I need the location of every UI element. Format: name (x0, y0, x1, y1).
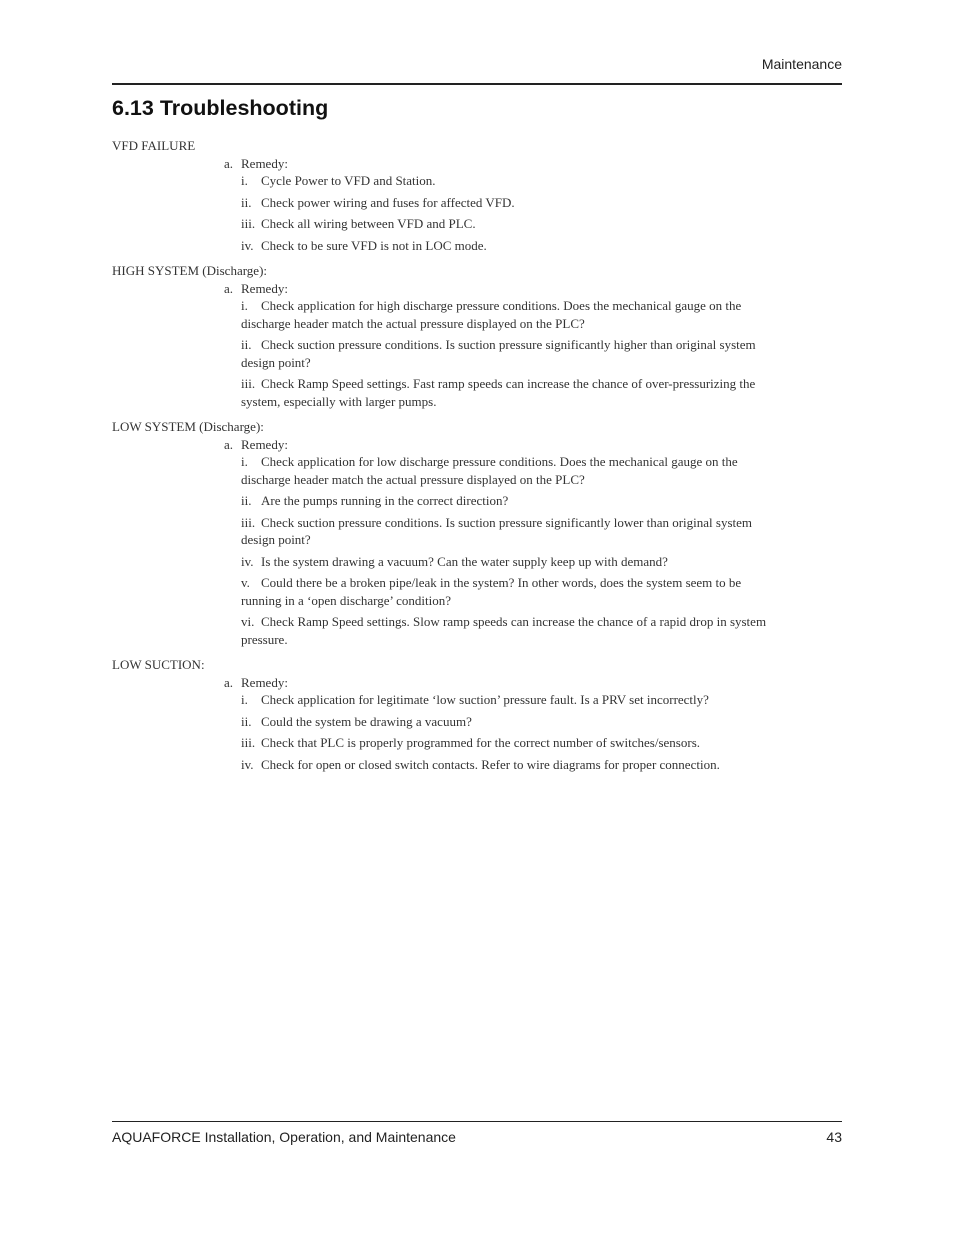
remedy-item (241, 553, 782, 571)
item-text: Cycle Power to VFD and Station. (261, 173, 436, 188)
remedy-item (241, 713, 782, 731)
remedy-label: Remedy: (241, 280, 288, 296)
remedy-item (241, 574, 782, 609)
item-number: iii. (241, 514, 256, 530)
item-number: iv. (241, 237, 254, 253)
item-text: Check application for high discharge pressure conditions. Does the mechanical gauge on the discharge header match the actual pressure displayed on the PLC? (241, 298, 742, 331)
item-text: Are the pumps running in the correct direction? (261, 493, 509, 508)
item-text: Could there be a broken pipe/leak in the system? In other words, does the system seem to be running in a ‘open discharge’ condition? (241, 575, 742, 608)
item-text: Check Ramp Speed settings. Slow ramp speeds can increase the chance of a rapid drop in system pressure. (241, 614, 767, 647)
item-number: i. (241, 298, 248, 313)
item-text: Check application for low discharge pressure conditions. Does the mechanical gauge on the discharge header match the actual pressure displayed on the PLC? (241, 454, 738, 487)
remedy-item (241, 194, 782, 212)
item-text: Check application for legitimate ‘low suction’ pressure fault. Is a PRV set incorrectly? (261, 692, 709, 707)
remedy-item (241, 172, 782, 190)
item-number: ii. (241, 194, 252, 210)
item-number: iv. (241, 756, 254, 772)
remedy-heading (224, 436, 782, 454)
item-text: Check all wiring between VFD and PLC. (261, 216, 476, 231)
item-number: v. (241, 575, 250, 590)
item-number: iii. (241, 216, 256, 231)
remedy-item (241, 514, 782, 549)
item-number: iii. (241, 735, 256, 750)
item-text: Is the system drawing a vacuum? Can the water supply keep up with demand? (261, 553, 668, 569)
remedy-marker: a. (224, 674, 234, 690)
item-number: i. (241, 454, 248, 469)
remedy-marker: a. (224, 280, 234, 296)
item-number: iii. (241, 376, 256, 391)
section-title: 6.13 Troubleshooting (112, 96, 329, 120)
item-number: ii. (241, 493, 252, 508)
remedy-item (241, 613, 782, 648)
item-number: i. (241, 692, 248, 707)
fault-block-low-suction (112, 656, 782, 773)
remedy-marker: a. (224, 155, 234, 171)
remedy-heading (224, 674, 782, 692)
remedy-label: Remedy: (241, 674, 288, 690)
remedy-heading (224, 280, 782, 298)
remedy-marker: a. (224, 436, 234, 452)
item-text: Check suction pressure conditions. Is suction pressure significantly lower than original system design point? (241, 514, 753, 547)
remedy-heading (224, 155, 782, 173)
page-number: 43 (826, 1129, 842, 1145)
item-number: iv. (241, 553, 254, 569)
fault-label: LOW SUCTION: (112, 657, 205, 672)
running-head: Maintenance (761, 56, 842, 72)
remedy-item (241, 756, 782, 774)
footer-rule (112, 1121, 842, 1122)
remedy-item (241, 215, 782, 233)
item-text: Check for open or closed switch contacts. Refer to wire diagrams for proper connection. (261, 756, 720, 772)
remedy-item (241, 297, 782, 332)
troubleshooting-content (112, 137, 782, 781)
item-text: Check to be sure VFD is not in LOC mode. (261, 237, 487, 253)
item-text: Check power wiring and fuses for affected VFD. (261, 194, 515, 210)
fault-label: HIGH SYSTEM (Discharge): (112, 263, 268, 278)
fault-block-vfd-failure (112, 137, 782, 254)
item-text: Check Ramp Speed settings. Fast ramp speeds can increase the chance of over-pressurizing the system, especially with larger pumps. (241, 376, 756, 409)
remedy-list (241, 297, 782, 410)
remedy-list (241, 453, 782, 648)
fault-label: VFD FAILURE (112, 138, 196, 153)
remedy-item (241, 336, 782, 371)
remedy-label: Remedy: (241, 436, 288, 452)
item-number: vi. (241, 614, 255, 629)
remedy-list (241, 691, 782, 773)
fault-label: LOW SYSTEM (Discharge): (112, 419, 264, 434)
remedy-item (241, 691, 782, 709)
header-rule (112, 83, 842, 85)
item-number: ii. (241, 713, 252, 729)
item-text: Check that PLC is properly programmed for the correct number of switches/sensors. (261, 735, 700, 750)
remedy-item (241, 237, 782, 255)
item-text: Could the system be drawing a vacuum? (261, 713, 472, 729)
remedy-label: Remedy: (241, 155, 288, 171)
fault-block-high-system (112, 262, 782, 410)
fault-block-low-system (112, 418, 782, 648)
item-number: ii. (241, 337, 252, 352)
remedy-item (241, 375, 782, 410)
remedy-item (241, 734, 782, 752)
item-text: Check suction pressure conditions. Is suction pressure significantly higher than original system design point? (241, 337, 756, 370)
remedy-list (241, 172, 782, 254)
remedy-item (241, 492, 782, 510)
remedy-item (241, 453, 782, 488)
footer-title: AQUAFORCE Installation, Operation, and Maintenance (112, 1129, 456, 1145)
item-number: i. (241, 173, 248, 188)
